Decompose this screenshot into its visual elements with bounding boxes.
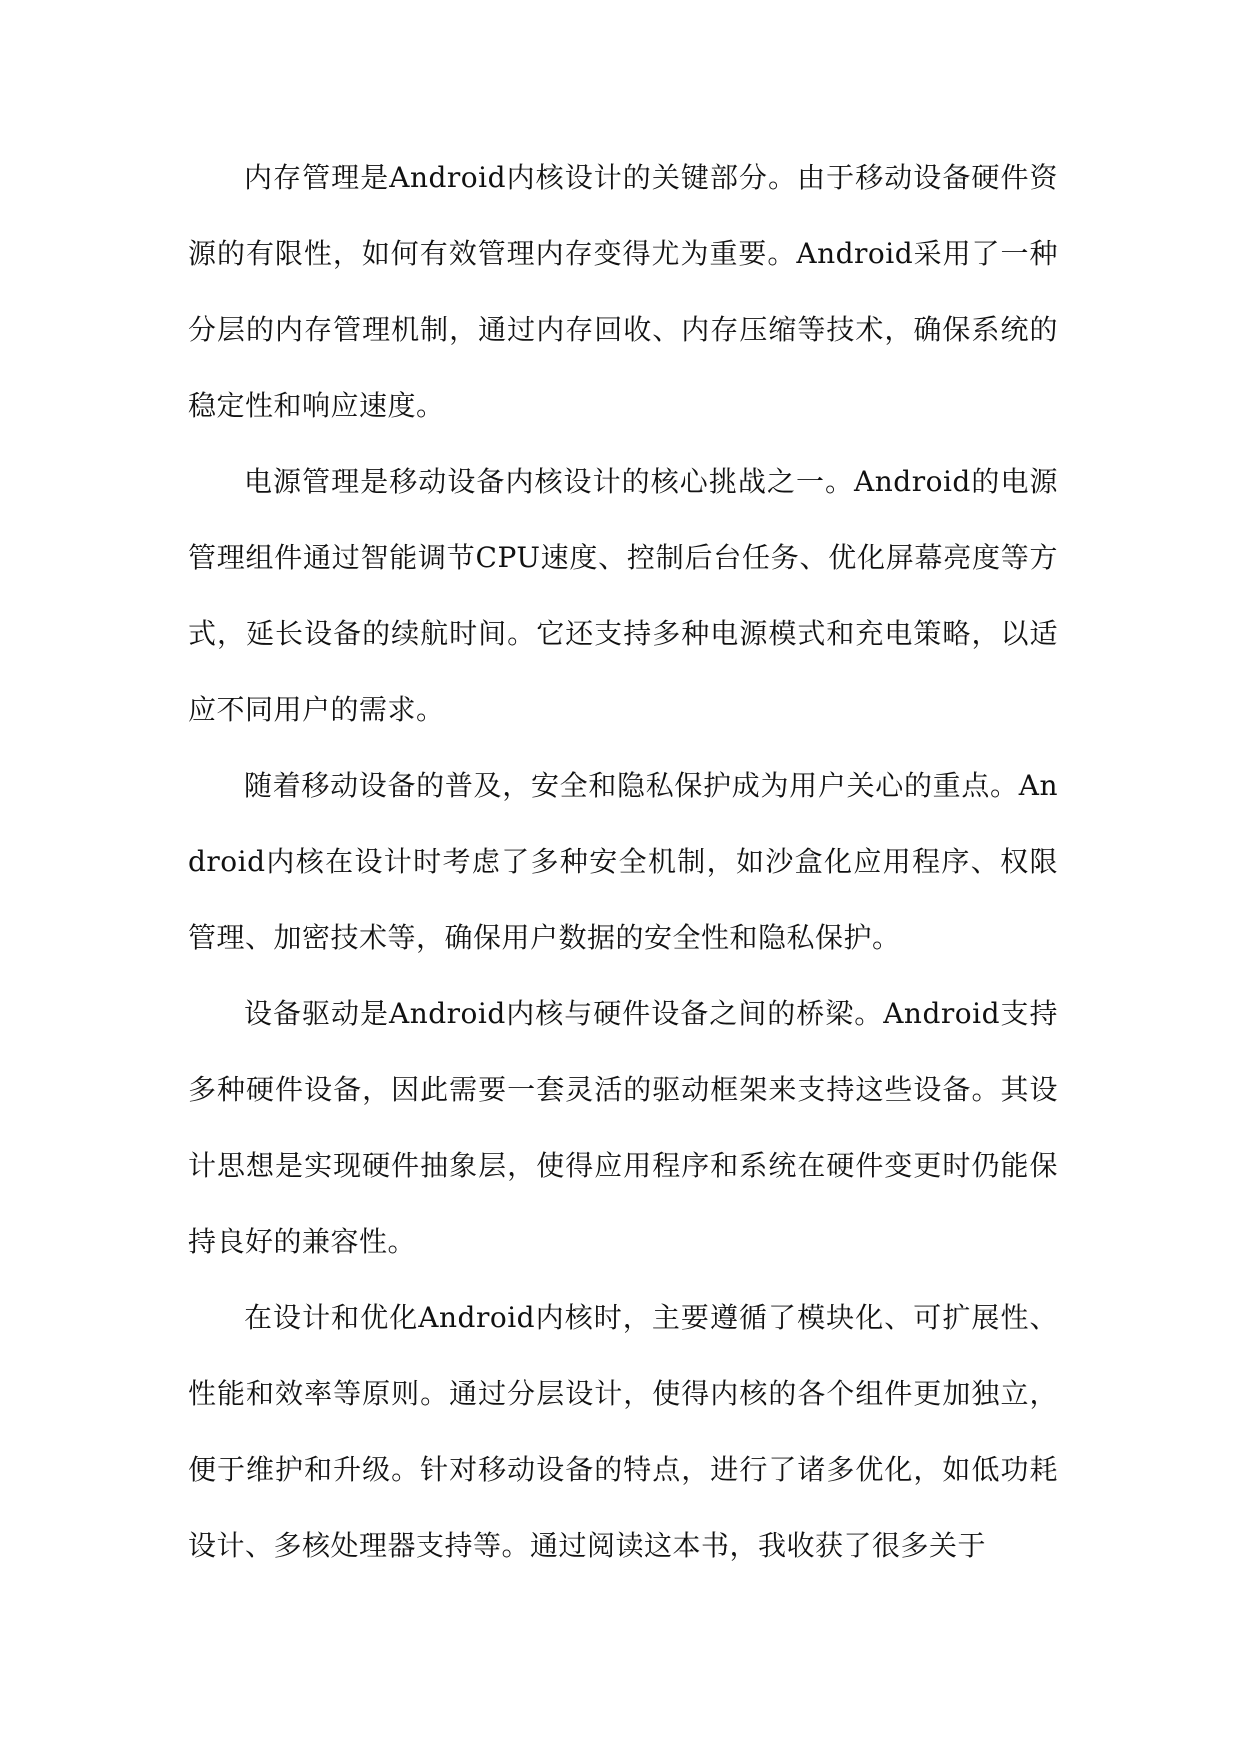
paragraph-security-privacy: 随着移动设备的普及，安全和隐私保护成为用户关心的重点。Android内核在设计时考虑了多种安全机制，如沙盒化应用程序、权限管理、加密技术等，确保用户数据的安全性和隐私保护。 (188, 769, 1058, 954)
paragraph-device-drivers: 设备驱动是Android内核与硬件设备之间的桥梁。Android支持多种硬件设备，因此需要一套灵活的驱动框架来支持这些设备。其设计思想是实现硬件抽象层，使得应用程序和系统在硬件变更时仍能保持良好的兼容性。 (188, 997, 1058, 1258)
paragraph-design-principles: 在设计和优化Android内核时，主要遵循了模块化、可扩展性、性能和效率等原则。通过分层设计，使得内核的各个组件更加独立，便于维护和升级。针对移动设备的特点，进行了诸多优化，如低功耗设计、多核处理器支持等。通过阅读这本书，我收获了很多关于 (188, 1301, 1058, 1562)
body-text (188, 140, 1058, 1584)
paragraph-power-management: 电源管理是移动设备内核设计的核心挑战之一。Android的电源管理组件通过智能调节CPU速度、控制后台任务、优化屏幕亮度等方式，延长设备的续航时间。它还支持多种电源模式和充电策略，以适应不同用户的需求。 (188, 465, 1058, 726)
paragraph-memory-management: 内存管理是Android内核设计的关键部分。由于移动设备硬件资源的有限性，如何有效管理内存变得尤为重要。Android采用了一种分层的内存管理机制，通过内存回收、内存压缩等技术，确保系统的稳定性和响应速度。 (188, 161, 1058, 422)
